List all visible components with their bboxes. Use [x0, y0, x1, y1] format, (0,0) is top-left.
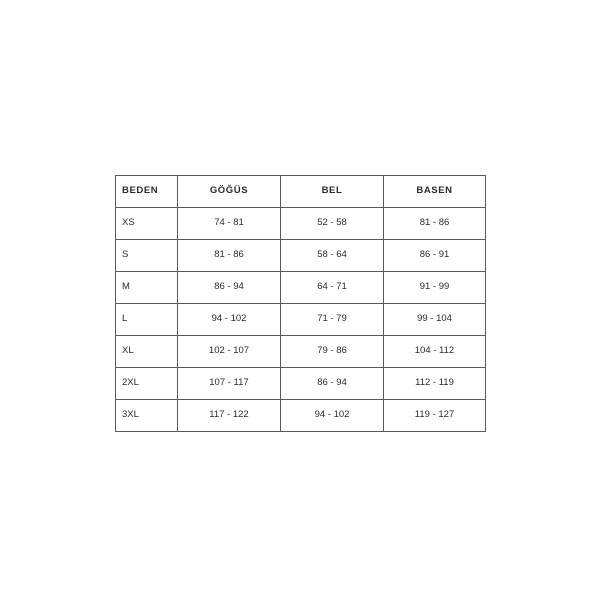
table-row: [116, 400, 486, 432]
table-row: [116, 272, 486, 304]
cell-basen: 91 - 99: [384, 272, 486, 304]
cell-size: S: [116, 240, 178, 272]
column-header-bel: BEL: [281, 176, 384, 208]
cell-gogus: 81 - 86: [178, 240, 281, 272]
cell-size: M: [116, 272, 178, 304]
column-header-gogus: GÖĞÜS: [178, 176, 281, 208]
cell-basen: 81 - 86: [384, 208, 486, 240]
table-row: [116, 240, 486, 272]
table-header-row: [116, 176, 486, 208]
cell-gogus: 94 - 102: [178, 304, 281, 336]
cell-bel: 52 - 58: [281, 208, 384, 240]
cell-basen: 86 - 91: [384, 240, 486, 272]
cell-bel: 58 - 64: [281, 240, 384, 272]
cell-size: XL: [116, 336, 178, 368]
size-chart-container: [115, 175, 485, 432]
table-row: [116, 368, 486, 400]
cell-basen: 112 - 119: [384, 368, 486, 400]
table-header: [116, 176, 486, 208]
cell-size: L: [116, 304, 178, 336]
cell-size: 3XL: [116, 400, 178, 432]
cell-gogus: 107 - 117: [178, 368, 281, 400]
size-chart-table: [115, 175, 486, 432]
cell-bel: 64 - 71: [281, 272, 384, 304]
cell-size: 2XL: [116, 368, 178, 400]
table-row: [116, 304, 486, 336]
table-row: [116, 208, 486, 240]
cell-bel: 71 - 79: [281, 304, 384, 336]
cell-gogus: 117 - 122: [178, 400, 281, 432]
cell-gogus: 74 - 81: [178, 208, 281, 240]
cell-basen: 119 - 127: [384, 400, 486, 432]
table-body: [116, 208, 486, 432]
cell-basen: 104 - 112: [384, 336, 486, 368]
cell-bel: 86 - 94: [281, 368, 384, 400]
cell-bel: 79 - 86: [281, 336, 384, 368]
column-header-basen: BASEN: [384, 176, 486, 208]
table-row: [116, 336, 486, 368]
column-header-beden: BEDEN: [116, 176, 178, 208]
cell-size: XS: [116, 208, 178, 240]
cell-gogus: 102 - 107: [178, 336, 281, 368]
cell-basen: 99 - 104: [384, 304, 486, 336]
cell-gogus: 86 - 94: [178, 272, 281, 304]
cell-bel: 94 - 102: [281, 400, 384, 432]
